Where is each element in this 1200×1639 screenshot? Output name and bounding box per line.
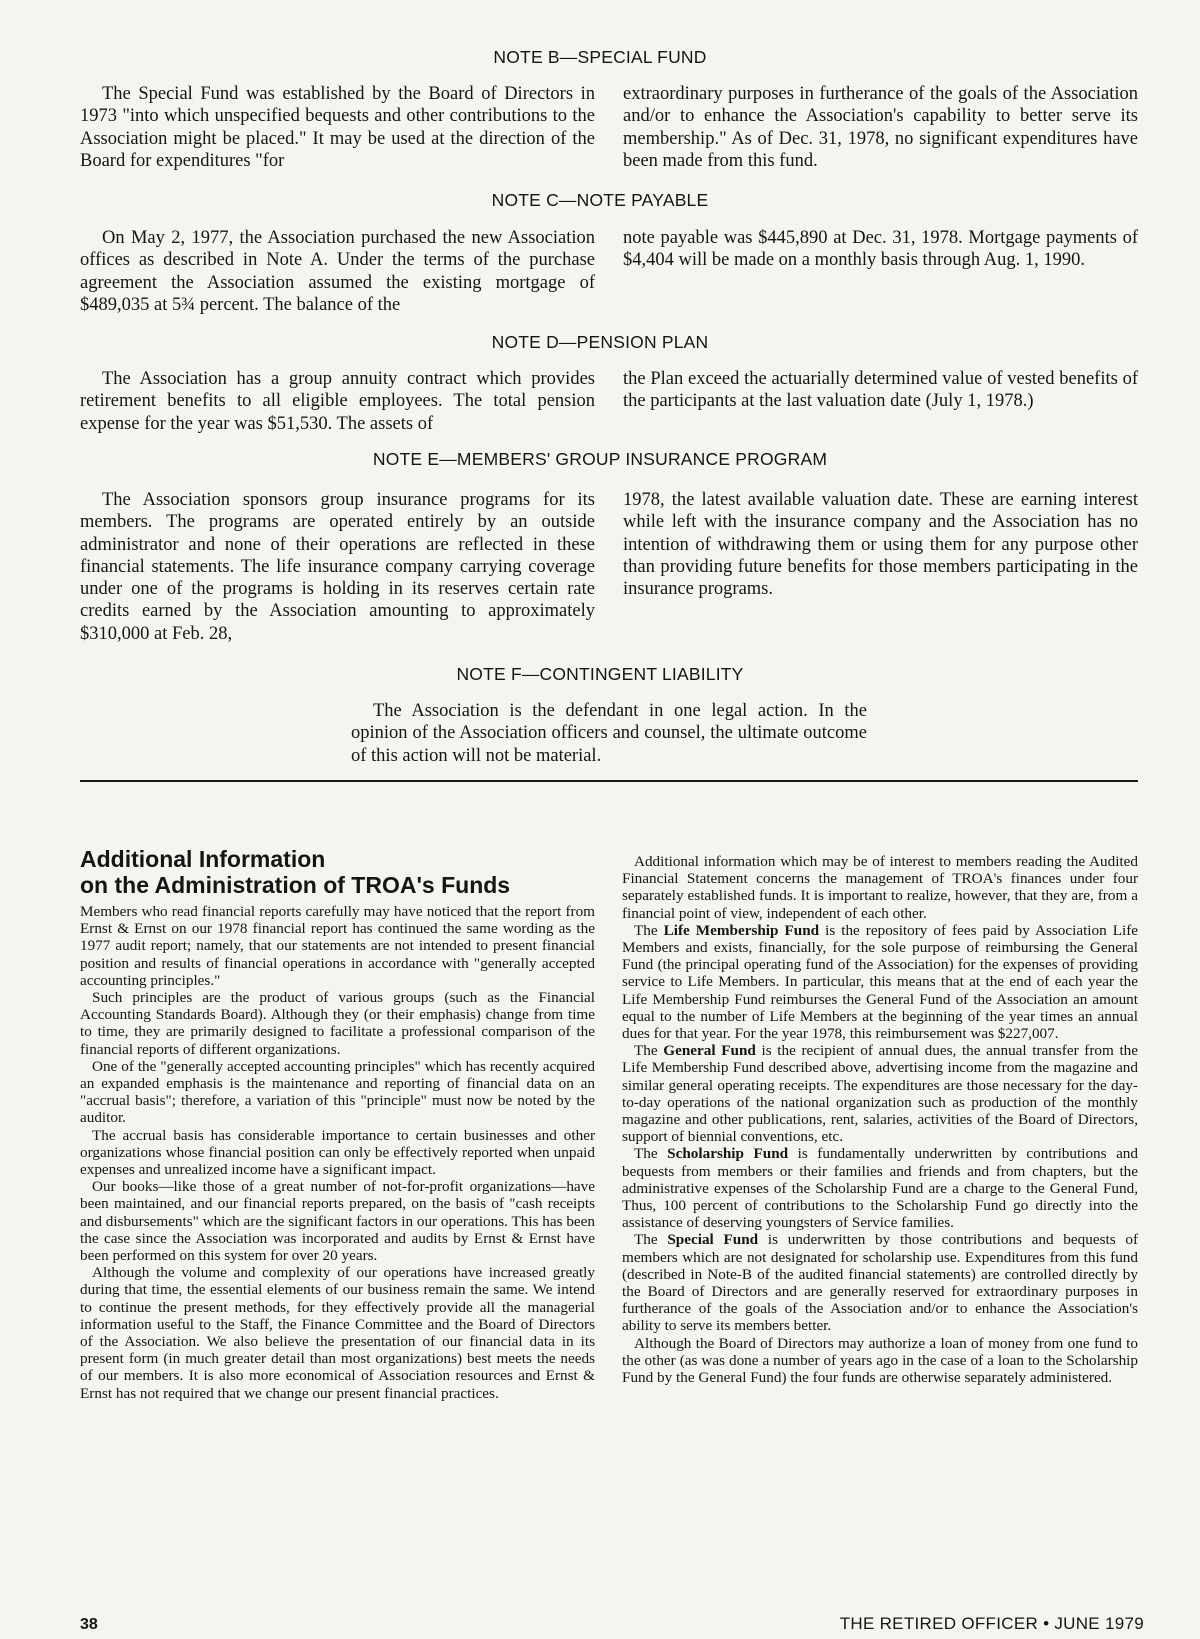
note-b-left-column: The Special Fund was established by the Board of Directors in 1973 "into which unspecified bequests and other contributions to the Association might be placed." It may be used at the direction of the Board for expenditures "for <box>80 84 595 171</box>
fund-name: Special Fund <box>667 1231 759 1249</box>
article-title-line-1: Additional Information <box>80 846 326 872</box>
fund-name: Life Membership Fund <box>663 921 820 939</box>
article-paragraph: The accrual basis has considerable importance to certain businesses and other organizations whose financial position can only be effectively reported when unpaid expenses and unrealized income have a significant impact. <box>80 1126 595 1179</box>
note-c-heading: NOTE C—NOTE PAYABLE <box>491 190 709 210</box>
note-e-left-column: The Association sponsors group insurance programs for its members. The programs are operated entirely by an outside administrator and none of their operations are reflected in these financial statements. The life insurance company carrying coverage under one of the programs is holding in its reserves certain rate credits earned by the Association amounting to approximately $310,000 at Feb. 28, <box>80 490 595 644</box>
fund-text: is underwritten by those contributions and bequests of members which are not designated for scholarship use. Expenditures from this fund (described in Note-B of the audited financial statements) are controlled directly by the Board of Directors and are generally reserved for extraordinary purposes in furtherance of the goals of the Association and/or to enhance the Association's ability to serve its members better. <box>622 1231 1138 1335</box>
note-c-left-column: On May 2, 1977, the Association purchased the new Association offices as described in Note A. Under the terms of the purchase agreement the Association assumed the existing mortgage of $489,035 at 5¾ percent. The balance of the <box>80 228 595 315</box>
publication-footer: THE RETIRED OFFICER • JUNE 1979 <box>839 1614 1144 1633</box>
article-left-column <box>80 903 595 1402</box>
fund-paragraph-special <box>622 1231 1138 1334</box>
fund-name: Scholarship Fund <box>667 1145 789 1163</box>
note-e-heading: NOTE E—MEMBERS' GROUP INSURANCE PROGRAM <box>372 449 828 469</box>
article-title <box>80 846 600 898</box>
the-word: The <box>634 1231 658 1249</box>
note-d-left-column: The Association has a group annuity contract which provides retirement benefits to all eligible employees. The total pension expense for the year was $51,530. The assets of <box>80 369 595 434</box>
article-paragraph: One of the "generally accepted accounting principles" which has recently acquired an expanded emphasis is the maintenance and reporting of financial data on an "accrual basis"; therefore, a variation of this "principle" must now be noted by the auditor. <box>80 1057 595 1127</box>
fund-paragraph-life-membership <box>622 922 1138 1042</box>
fund-text: is the recipient of annual dues, the annual transfer from the Life Membership Fund described above, advertising income from the magazine and similar general operating receipts. The expenditures are those necessary for the day-to-day operations of the national organization such as production of the monthly magazine and other publications, rent, salaries, activities of the Board of Directors, support of biennial conventions, etc. <box>622 1042 1139 1146</box>
the-word: The <box>634 1042 658 1060</box>
article-paragraph: Such principles are the product of various groups (such as the Financial Accounting Standards Board). Although they (or their emphasis) change from time to time, they are primarily designed to facilitate a professional comparison of the financial reports of different organizations. <box>80 989 595 1058</box>
article-paragraph: Our books—like those of a great number of not-for-profit organizations—have been maintained, and our financial reports prepared, on the basis of "cash receipts and disbursements" which are the significant factors in our operations. This has been the case since the Association was incorporated and audits by Ernst & Ernst have been performed on this system for over 20 years. <box>80 1178 595 1265</box>
fund-paragraph-scholarship <box>622 1145 1138 1231</box>
note-f-heading: NOTE F—CONTINGENT LIABILITY <box>456 664 744 684</box>
article-right-column <box>622 853 1138 1386</box>
section-divider <box>80 780 1138 782</box>
note-d-heading: NOTE D—PENSION PLAN <box>491 332 709 352</box>
fund-text: is fundamentally underwritten by contributions and bequests from members or their families and friends and from chapters, but the administrative expenses of the Scholarship Fund are a charge to the General Fund, Thus, 100 percent of contributions to the Scholarship Fund go directly into the assistance of deserving youngsters of Service families. <box>622 1145 1138 1232</box>
page-number: 38 <box>80 1616 98 1633</box>
article-paragraph: Members who read financial reports carefully may have noticed that the report from Ernst & Ernst on our 1978 financial report has continued the same wording as the 1977 audit report; namely, that our statements are not intended to present financial position and results of financial operations in accordance with "generally accepted accounting principles." <box>80 903 595 989</box>
article-closing-paragraph: Although the Board of Directors may authorize a loan of money from one fund to the other (as was done a number of years ago in the case of a loan to the Scholarship Fund by the General Fund) the four funds are otherwise separately administered. <box>622 1334 1138 1387</box>
note-c-right-column: note payable was $445,890 at Dec. 31, 1978. Mortgage payments of $4,404 will be made on a monthly basis through Aug. 1, 1990. <box>623 228 1138 271</box>
article-title-line-2: on the Administration of TROA's Funds <box>80 872 511 898</box>
note-b-right-column: extraordinary purposes in furtherance of the goals of the Association and/or to enhance the Association's capability to better serve its membership." As of Dec. 31, 1978, no significant expenditures have been made from this fund. <box>623 84 1138 171</box>
article-paragraph: Although the volume and complexity of our operations have increased greatly during that time, the essential elements of our business remain the same. We intend to continue the present methods, for they effectively provide all the managerial information useful to the Staff, the Finance Committee and the Board of Directors of the Association. We also believe the presentation of our financial data in its present form (in much greater detail than most organizations) best meets the needs of our members. It is also more economical of Association resources and Ernst & Ernst has not required that we change our present financial practices. <box>80 1264 595 1402</box>
fund-text: is the repository of fees paid by Association Life Members and exists, financially, for the sole purpose of reimbursing the General Fund (the principal operating fund of the Association) for the expenses of providing service to Life Members. In particular, this means that at the end of each year the Life Membership Fund reimburses the General Fund of the Association an amount equal to the number of Life Members at the beginning of the year times an annual dues for that year. For the year 1978, this reimbursement was $227,007. <box>622 921 1139 1043</box>
the-word: The <box>634 921 658 939</box>
fund-name: General Fund <box>663 1042 756 1060</box>
note-b-heading: NOTE B—SPECIAL FUND <box>493 47 707 67</box>
note-e-right-column: 1978, the latest available valuation date. These are earning interest while left with the insurance company and the Association has no intention of withdrawing them or using them for any purpose other than providing future benefits for those members participating in the insurance programs. <box>623 490 1138 600</box>
note-f-body: The Association is the defendant in one legal action. In the opinion of the Association officers and counsel, the ultimate outcome of this action will not be material. <box>351 701 867 766</box>
fund-paragraph-general <box>622 1042 1138 1145</box>
the-word: The <box>634 1145 658 1163</box>
note-d-right-column: the Plan exceed the actuarially determined value of vested benefits of the participants at the last valuation date (July 1, 1978.) <box>623 369 1138 412</box>
article-intro-paragraph: Additional information which may be of interest to members reading the Audited Financial Statement concerns the management of TROA's finances under four separately established funds. It is important to realize, however, that they are, from a financial point of view, independent of each other. <box>622 853 1138 922</box>
